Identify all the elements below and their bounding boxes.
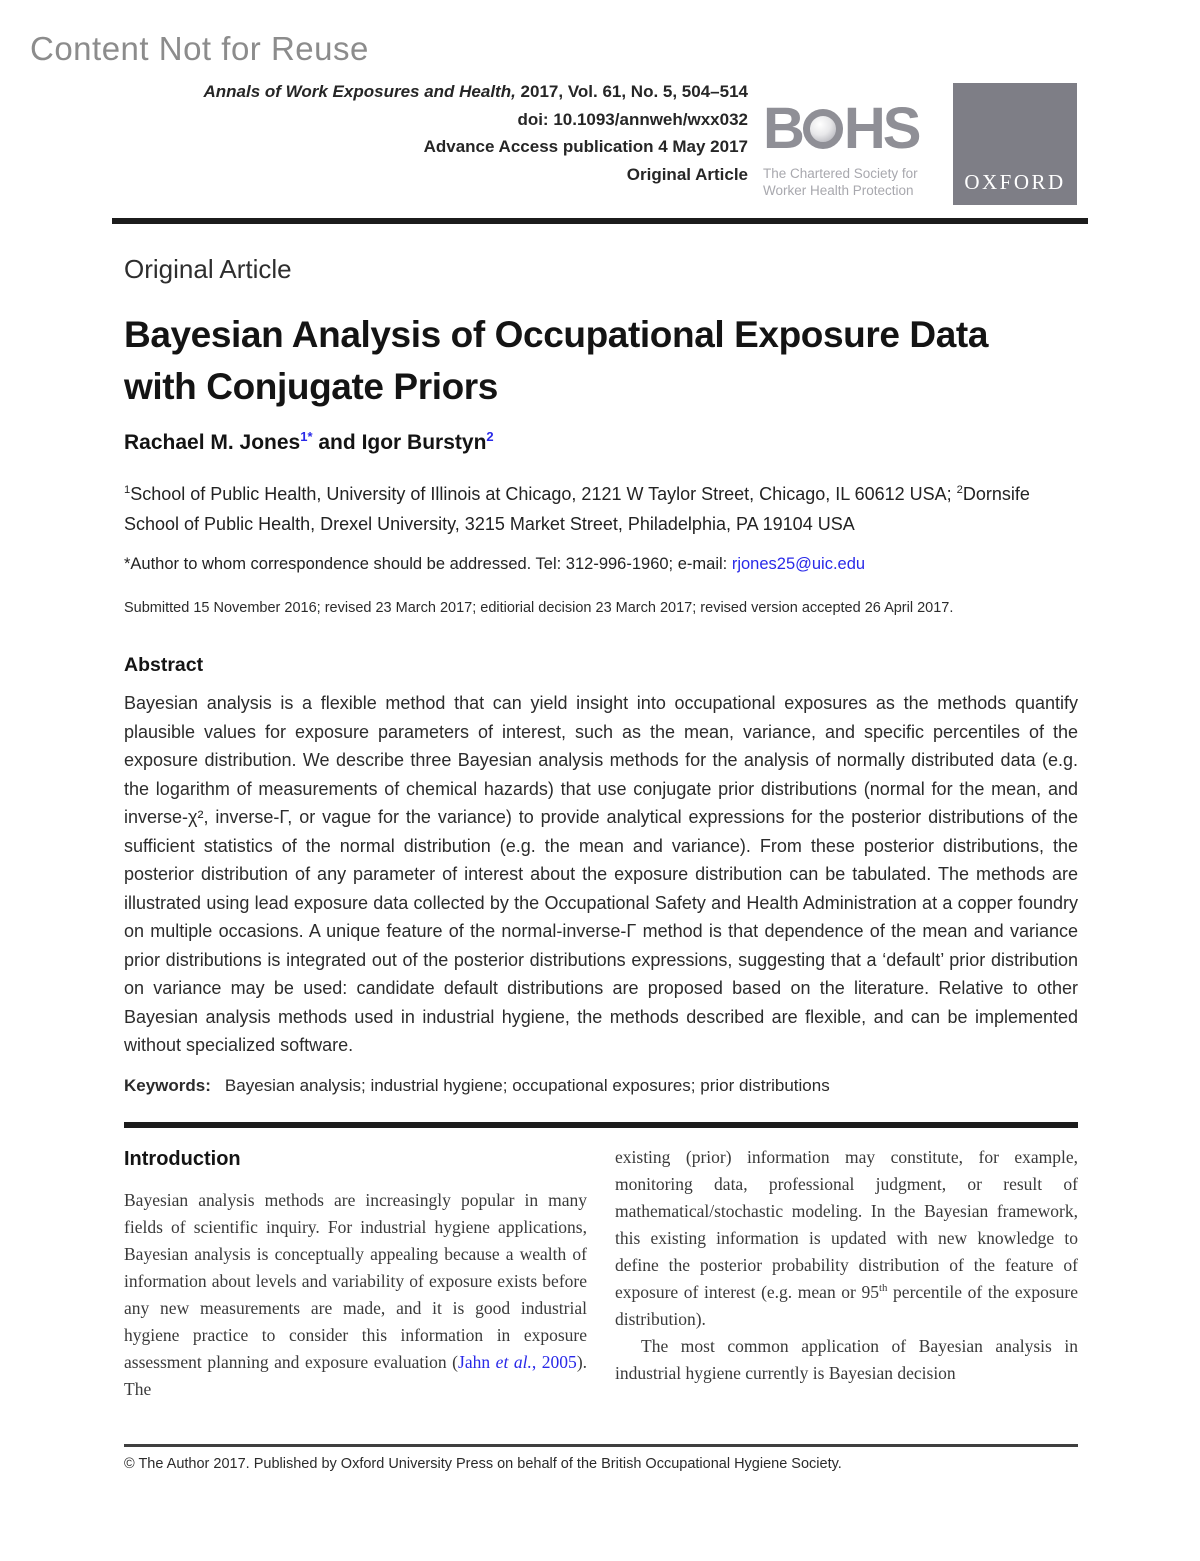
volume-issue-pages: 2017, Vol. 61, No. 5, 504–514 [515, 82, 748, 101]
introduction-heading: Introduction [124, 1147, 241, 1170]
abstract-body: Bayesian analysis is a flexible method that can yield insight into occupational exposures as the methods quantify plausible values for exposure parameters of interest, such as the mean, variance, and specific percentiles of the exposure distribution. We describe three Bayesian analysis methods for the analysis of normally distributed data (e.g. the logarithm of measurements of chemical hazards) that use conjugate prior distributions (normal for the mean, and inverse-χ², inverse-Γ, or vague for the variance) to provide analytical expressions for the posterior distributions of the sufficient statistics of the normal distribution (e.g. the mean and variance). From these posterior distributions, the posterior distribution of any parameter of interest about the exposure distribution can be tabulated. The methods are illustrated using lead exposure data collected by the Occupational Safety and Health Administration at a copper foundry on multiple occasions. A unique feature of the normal-inverse-Γ method is that dependence of the mean and variance prior distributions is integrated out of the posterior distributions expressions, suggesting that a ‘default’ prior distribution on variance may be used: candidate default distributions are proposed based on the literature. Relative to other Bayesian analysis methods used in industrial hygiene, the methods described are flexible, and can be implemented without specialized software. [124, 693, 1078, 1055]
section-kicker: Original Article [124, 254, 292, 284]
doi-line: doi: 10.1093/annweh/wxx032 [517, 109, 748, 129]
advance-access-line: Advance Access publication 4 May 2017 [423, 137, 748, 156]
intro-paragraph-1-text: Bayesian analysis methods are increasingly popular in many fields of scientific inquiry. For industrial hygiene applications, Bayesian analysis is conceptually appealing because a wealth of information about levels and variability of exposure exists before any new measurements are made, and it is good industrial hygiene practice to consider this information in exposure assessment planning and exposure evaluation ( [124, 1189, 587, 1372]
page-footer [124, 1444, 1078, 1472]
left-column [124, 1144, 587, 1403]
right-paragraph-1 [615, 1144, 1078, 1333]
copyright-notice: © The Author 2017. Published by Oxford University Press on behalf of the British Occupational Hygiene Society. [124, 1455, 842, 1472]
masthead-divider [112, 218, 1088, 224]
right-paragraph-2: The most common application of Bayesian analysis in industrial hygiene currently is Bayesian decision [615, 1335, 1078, 1383]
bohs-tagline [763, 165, 918, 199]
article-content [124, 240, 1078, 1403]
bohs-tagline-line1: The Chartered Society for [763, 166, 918, 181]
author-1-superscript: 1* [300, 429, 313, 444]
affiliation-2: Dornsife School of Public Health, Drexel University, 3215 Market Street, Philadelphia, PA 19104 USA [124, 484, 1030, 534]
correspondence-text: *Author to whom correspondence should be addressed. Tel: 312-996-1960; e-mail: [124, 555, 732, 573]
intro-paragraph-1-end: ). The [124, 1351, 588, 1399]
affiliations [124, 479, 1078, 539]
journal-citation-line [203, 78, 748, 106]
body-divider [124, 1122, 1078, 1128]
article-title-line2: with Conjugate Priors [124, 366, 498, 407]
submission-history: Submitted 15 November 2016; revised 23 March 2017; editiorial decision 23 March 2017; revised version accepted 26 April 2017. [124, 600, 954, 616]
author-1: Rachael M. Jones [124, 431, 301, 454]
bohs-sphere-icon [803, 109, 843, 149]
citation-author: Jahn [458, 1351, 496, 1372]
watermark-text: Content Not for Reuse [30, 30, 369, 67]
article-title-line1: Bayesian Analysis of Occupational Exposure Data [124, 314, 989, 355]
affiliation-1: School of Public Health, University of Illinois at Chicago, 2121 W Taylor Street, Chicago, IL 60612 USA; [130, 484, 957, 504]
keywords-line [124, 1076, 1078, 1096]
citation-year: , 2005 [531, 1351, 577, 1372]
oxford-logo [953, 83, 1077, 205]
intro-paragraph-1 [124, 1187, 587, 1403]
keywords-label: Keywords: [124, 1075, 211, 1095]
two-column-body [124, 1144, 1078, 1403]
article-type-line: Original Article [626, 164, 748, 184]
bohs-wordmark [763, 96, 919, 161]
affiliation-2-superscript: 2 [956, 484, 963, 496]
right-paragraph-1-end: percentile of the exposure distribution). [615, 1281, 1078, 1329]
correspondence-note [124, 555, 1078, 574]
citation-block [203, 78, 748, 188]
bohs-tagline-line2: Worker Health Protection [763, 183, 914, 198]
email-link[interactable]: rjones25@uic.edu [731, 555, 866, 573]
bohs-logo [763, 96, 919, 199]
author-byline [124, 431, 1078, 455]
citation-link[interactable] [458, 1352, 577, 1372]
footer-divider [124, 1444, 1078, 1447]
article-title [124, 309, 1078, 413]
authors-separator: and [312, 431, 362, 454]
author-2: Igor Burstyn [361, 431, 487, 454]
abstract-heading: Abstract [124, 654, 204, 676]
citation-etal: et al. [495, 1351, 532, 1372]
percentile-superscript: th [879, 1281, 888, 1294]
author-2-superscript: 2 [486, 429, 494, 444]
bohs-letter-b: B [763, 96, 802, 161]
journal-name: Annals of Work Exposures and Health, [203, 82, 516, 101]
affiliation-1-superscript: 1 [124, 484, 131, 496]
oxford-label: OXFORD [964, 170, 1066, 194]
bohs-letters-hs: HS [843, 96, 919, 161]
right-column [615, 1144, 1078, 1403]
keywords-text: Bayesian analysis; industrial hygiene; occupational exposures; prior distributions [224, 1075, 830, 1095]
right-paragraph-1-text: existing (prior) information may constitute, for example, monitoring data, professional judgment, or result of mathematical/stochastic modeling. In the Bayesian framework, this existing information is updated with new knowledge to define the posterior probability distribution of the feature of exposure of interest (e.g. mean or 95 [615, 1146, 1078, 1302]
